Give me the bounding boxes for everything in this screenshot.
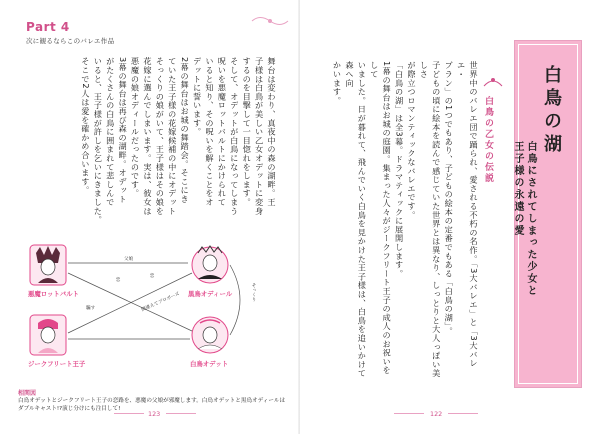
body-line: ていた王子様の花嫁候補の中にオデット (167, 57, 178, 216)
body-line: デットに誓います。 (192, 57, 203, 137)
page-number-divider (114, 413, 144, 414)
section-heading: 白鳥の乙女の伝説 (483, 96, 493, 184)
siegfried-portrait-icon (30, 315, 66, 355)
body-line: いました。日が暮れて、飛んでいく白鳥を見かけた王子様は、白鳥を追いかけて森へ向 (344, 61, 368, 378)
char-label-rothbart: 悪魔ロットバルト (28, 290, 79, 298)
rel-label-love-left: 恋 (115, 277, 120, 282)
title-box (514, 40, 582, 388)
rel-label-deceive: 騙す (86, 306, 96, 311)
section-ornament-icon (482, 74, 504, 92)
body-line: そして、オデットが白鳥になってしまう (229, 57, 240, 216)
char-label-odette: 白鳥オデット (190, 360, 229, 368)
relationship-diagram (28, 243, 288, 383)
rel-label-love-right: 恋 (149, 273, 154, 278)
right-page (300, 0, 600, 434)
part-subtitle: 次に観るならこのバレエ作品 (26, 37, 115, 45)
body-line: そこで2人は愛を確かめ合います。 (80, 57, 91, 195)
body-line: が際立つロマンティックなバレエです。 (406, 61, 417, 220)
body-line: 2幕の舞台はお城の舞踏会。そこにき (180, 57, 191, 204)
char-label-odile: 黒鳥オディール (188, 290, 233, 298)
rel-label-lookalike: そっくり (251, 283, 256, 302)
page-number-divider (448, 413, 478, 414)
left-body-text (82, 57, 278, 233)
body-line: いると知り、その呪いを解くことをオ (204, 57, 215, 207)
body-line: そっくりの娘がいて、王子様はその娘を (155, 57, 166, 216)
main-title: 白鳥の湖 (541, 65, 562, 157)
body-line: 子様は白鳥が美しい乙女オデットに変身 (254, 57, 265, 216)
rel-label-mistaken: 間違えてプロポーズ (140, 291, 181, 314)
body-line: 悪魔の娘オディールだったのです。 (130, 57, 141, 198)
body-line: 「白鳥の湖」は全3幕。ドラマティックに展開します。 (394, 61, 405, 279)
part-label: Part 4 (26, 20, 70, 34)
odette-portrait-icon (192, 317, 228, 353)
page-number-divider (166, 413, 196, 414)
ornament-icon (250, 14, 290, 28)
sub-title-line: 白鳥にされてしまった少女と (525, 141, 536, 297)
note-text: 白鳥オデットとジークフリート王子の恋路を、悪魔の父娘が邪魔します。白鳥オデットと黒鳥オディールはダブルキャスト!?演じ分けにも注目して! (18, 398, 286, 413)
body-line: 子どもの頃に絵本を読んで感じていた世界とは異なり、しっとりと大人っぽい美しさ (419, 61, 442, 378)
lookalike-line (230, 265, 240, 335)
body-line: 1幕の舞台はお城の庭園。集まった人々がジークフリート王子の成人のお祝いをして (369, 61, 393, 375)
rothbart-portrait-icon (30, 245, 66, 285)
body-line: ブラン」の1つでもあり、子どもの絵本の定番でもある「白鳥の湖」。 (444, 61, 455, 336)
sub-title-line: 王子様の永遠の愛 (512, 141, 523, 237)
body-line: かいます。 (332, 61, 343, 105)
body-line: 世界中のバレエ団で踊られ、愛される不朽の名作。「3大バレエ」と「3大バレエ・ (456, 61, 479, 368)
note-title: 相関図 (18, 390, 37, 397)
body-line: 舞台は変わり、真夜中の森の湖畔。王 (267, 57, 277, 207)
body-line: いると、王子様が許しを乞いにきました。 (93, 57, 104, 225)
body-line: がたくさんの白鳥に囲まれて悲しんで (105, 57, 116, 207)
body-line: するのを目撃して一目惚れをします。 (242, 57, 253, 207)
odile-portrait-icon (192, 246, 228, 283)
char-label-siegfried: ジークフリート王子 (28, 360, 86, 368)
right-body-text (330, 61, 480, 379)
sub-title (511, 141, 537, 297)
rel-label-father: 父娘 (124, 257, 134, 262)
body-line: 3幕の舞台は再び森の湖畔。オデット (118, 57, 129, 204)
body-line: 花嫁に選んでしまいます。実は、彼女は (142, 57, 153, 216)
page-number: 122 (430, 410, 443, 418)
page-number-divider (394, 413, 424, 414)
body-line: 呪いを悪魔ロットバルトにかけられて (217, 57, 228, 207)
page-number: 123 (148, 410, 161, 418)
